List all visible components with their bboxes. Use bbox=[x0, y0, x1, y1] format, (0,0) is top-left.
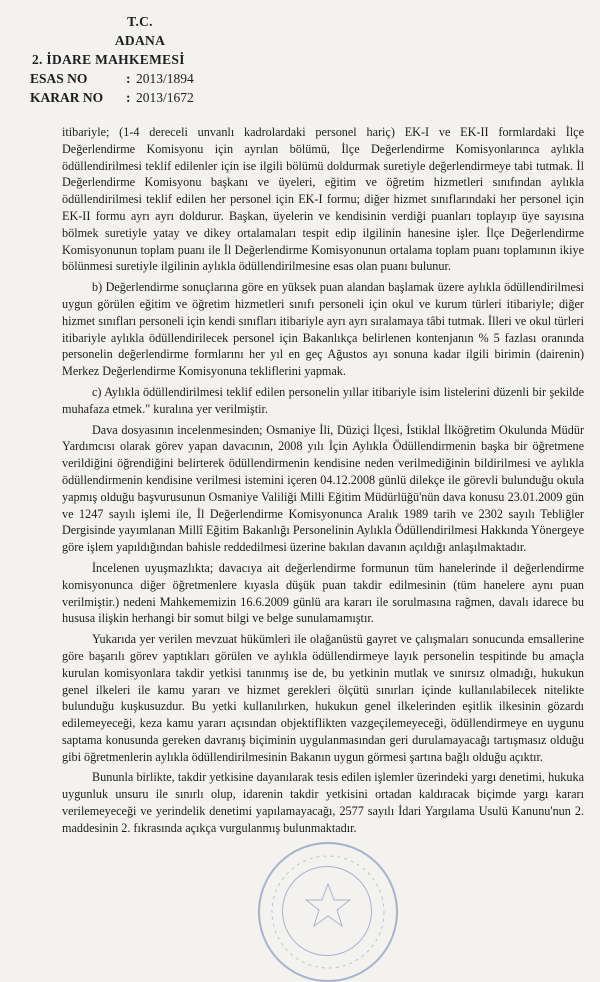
paragraph-6: Yukarıda yer verilen mevzuat hükümleri ile olağanüstü gayret ve çalışmaları sonucunda emsallerine göre başarılı görev yaptıkları görülen ve aylıkla ödüllendirmeye layık personelin tespitinde bu amaçla kurulan komisyonlara takdir yetkisi tanınmış ise de, bu yetkinin mutlak ve sınırsız olmadığı, hukukun genel ilkeleri ile kamu yararı ve hizmet gerekleri ölçütü sınırları içinde kullanılabilecek nitelikte bulunduğu kuşkusuzdur. Bu yetki kullanılırken, hukukun genel ilkelerinden eşitlik ilkesinin gözardı edilemeyeceği, keza kamu yararı açısından objektiflikten vazgeçilemeyeceği, ödüllendirmeye en uygunu saptama konusunda gereken davranış biçiminin uygulanmasından geri durulamayacağı tartışmasız olduğu gibi öğretmenlerin aylıkla ödüllendirilmesinin Bakanın uygun görmesi şartına bağlı olduğu açıktır. bbox=[62, 632, 584, 764]
paragraph-4: Dava dosyasının incelenmesinden; Osmaniye İli, Düziçi İlçesi, İstiklal İlköğretim Okulunda Müdür Yardımcısı olarak görev yapan davacının, 2008 yılı İçin Aylıkla Ödüllendirmenin başka bir öğretmene verildiğini öğrendiğini belirterek ödüllendirmenin kendisine neden verilmediğinin bildirilmesi ve aylıkla ödüllendirmenin kendisine verilmesi istemini içeren 04.12.2008 günlü dilekçe ile görevli bulunduğu okula yapmış olduğu başvurusunun Osmaniye Valiliği Milli Eğitim Müdürlüğü'nün dava konusu 23.01.2009 gün ve 1247 sayılı işlemi ile, İl Değerlendirme Komisyonunca Aralık 1989 tarih ve 2302 sayılı Tebliğler Dergisinde yayımlanan Millî Eğitim Bakanlığı Personelinin Aylıkla Ödüllendirilmesi Hakkında Yönergeye göre işlem yapıldığından bahisle reddedilmesi üzerine bakılan davanın açıldığı anlaşılmaktadır. bbox=[62, 422, 584, 555]
paragraph-1: itibariyle; (1-4 dereceli unvanlı kadrolardaki personel hariç) EK-I ve EK-II formlardaki İlçe Değerlendirme Komisyonu için ayrılan bölümü, İlçe Değerlendirme Komisyonlarınca aylıkla ödüllendirilmesi teklif edilenler için ise ilgili bölümü doldurmak suretiyle değerlendirmeye tabi tutmak. İl Değerlendirme Komisyonu başkanı ve üyeleri, eğitim ve öğretim hizmetleri sınıfından aylıkla ödüllendirilmesi teklif edilen her personel için EK-I formu; diğer hizmet sınıflarındaki her personel için EK-II formu ayrı ayrı doldurur. Başkan, üyelerin ve kendisinin verdiği puanları toplayıp üye sayısına bölmek suretiyle yatay ve dikey ortalamaları tespit edip ilgilinin hanesine işler. İlçe Değerlendirme Komisyonunun toplam puanı ile İl Değerlendirme Komisyonunun ortalama toplam puanı toplamının ikiye bölünmesi suretiyle ilgilinin aylıkla ödüllendirilmesine esas olan puanı bulunur. bbox=[62, 125, 584, 274]
city-label: ADANA bbox=[114, 33, 166, 48]
paragraph-2: b) Değerlendirme sonuçlarına göre en yüksek puan alandan başlamak üzere aylıkla ödüllendirilmesi uygun görülen eğitim ve öğretim hizmetleri sınıfı personeli için okul ve kurum türleri itibariyle; diğer hizmet sınıfları personeli için kendi sınıfları itibariyle ayrı ayrı sıralamaya tâbi tutmak. İlleri ve okul türleri itibariyle aylıkla ödüllendirilecek personel için Bakanlıkça belirlenen kontenjanın % 5 fazlası oranında personelin değerlendirme formlarını her yıl en geç Ağustos ayı sonuna kadar ilgili birimin (dairenin) Merkez Değerlendirme Komisyonuna tekliflerini yapmak. bbox=[62, 280, 584, 379]
document-body bbox=[62, 124, 584, 841]
karar-separator: : bbox=[126, 90, 131, 105]
karar-value: 2013/1672 bbox=[136, 90, 194, 105]
court-seal-graphic bbox=[260, 844, 396, 980]
esas-row bbox=[30, 69, 270, 88]
document-header bbox=[30, 12, 270, 107]
karar-row bbox=[30, 88, 270, 107]
court-name: 2. İDARE MAHKEMESİ bbox=[32, 52, 185, 67]
paragraph-3: c) Aylıkla ödüllendirilmesi teklif edilen personelin yıllar itibariyle isim listelerini düzenli bir şekilde muhafaza etmek." kuralına yer verilmiştir. bbox=[62, 384, 584, 416]
paragraph-7: Bununla birlikte, takdir yetkisine dayanılarak tesis edilen işlemler üzerindeki yargı denetimi, hukuka uygunluk unsuru ile sınırlı olup, idarenin takdir yetkisini ortadan kaldıracak biçimde yargı kararı verilemeyeceği ve yerindelik denetimi yapılamayacağı, 2577 sayılı İdari Yargılama Usulü Kanunu'nun 2. maddesinin 2. fıkrasında açıkça vurgulanmış bulunmaktadır. bbox=[62, 770, 584, 835]
paragraph-5: İncelenen uyuşmazlıkta; davacıya ait değerlendirme formunun tüm hanelerinde il değerlendirme komisyonunca diğer öğretmenlere kıyasla düşük puan takdir edilmesinin (tüm hanelere aynı puan verilmiştir.) nedeni Mahkememizin 16.6.2009 günlü ara kararı ile sorulmasına rağmen, davalı idarece bu hususa ilişkin herhangi bir somut bilgi ve belge sunulamamıştır. bbox=[62, 560, 584, 626]
esas-separator: : bbox=[126, 71, 131, 86]
esas-value: 2013/1894 bbox=[136, 71, 194, 86]
esas-label: ESAS NO bbox=[30, 71, 88, 86]
tc-label: T.C. bbox=[127, 14, 153, 29]
court-seal-icon bbox=[258, 842, 398, 982]
karar-label: KARAR NO bbox=[30, 90, 104, 105]
